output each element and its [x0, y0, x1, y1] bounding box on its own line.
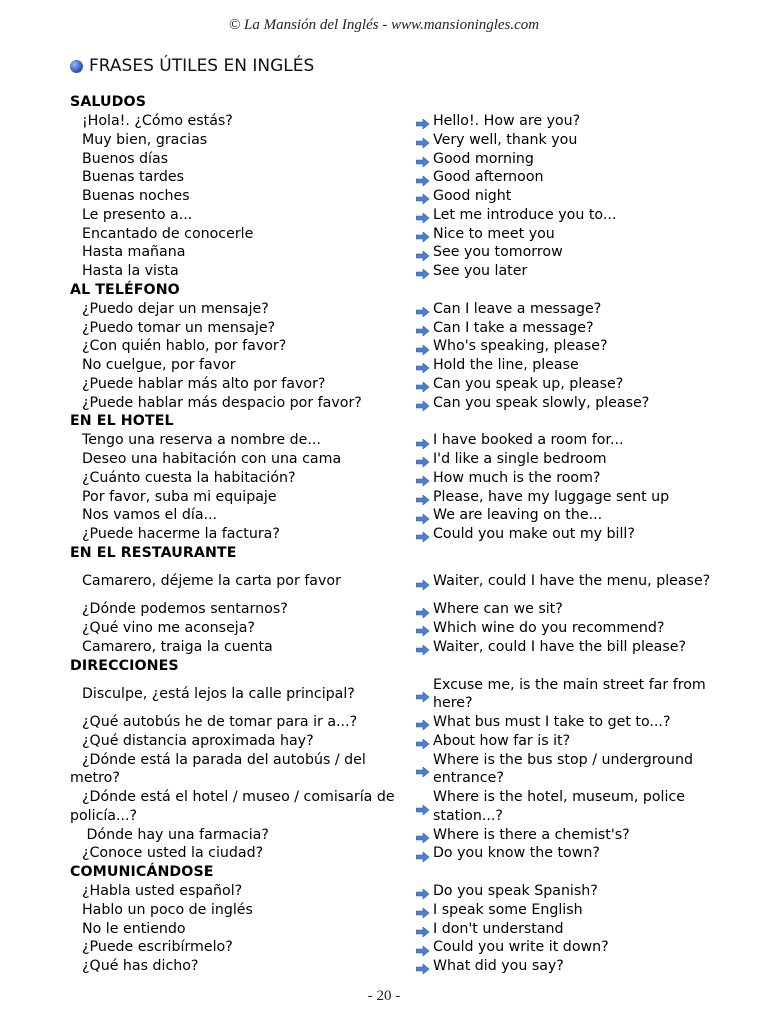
- english-translation: [416, 262, 730, 281]
- english-translation: [416, 225, 730, 244]
- phrase-row: [70, 844, 730, 863]
- document-title: [70, 56, 314, 76]
- phrase-row: [70, 187, 730, 206]
- english-phrase-text: Where is the hotel, museum, police station...?: [433, 789, 685, 824]
- right-arrow-icon: [416, 886, 430, 896]
- english-phrase-text: Can I take a message?: [433, 319, 594, 336]
- phrase-row: [70, 356, 730, 375]
- english-phrase-text: How much is the room?: [433, 469, 601, 486]
- english-translation: [416, 957, 730, 976]
- right-arrow-icon: [416, 210, 430, 220]
- spanish-phrase: ¿Cuánto cuesta la habitación?: [82, 469, 296, 486]
- phrase-row: [70, 225, 730, 244]
- english-phrase-text: Very well, thank you: [433, 131, 578, 148]
- right-arrow-icon: [416, 135, 430, 145]
- english-translation: [416, 788, 730, 826]
- english-translation: [416, 525, 730, 544]
- spanish-phrase: Dónde hay una farmacia?: [82, 826, 269, 843]
- phrase-row: [70, 394, 730, 413]
- english-translation: [416, 506, 730, 525]
- phrase-row: [70, 563, 730, 601]
- right-arrow-icon: [416, 379, 430, 389]
- phrase-row: [70, 319, 730, 338]
- spanish-phrase: ¿Puede hacerme la factura?: [82, 526, 280, 542]
- right-arrow-icon: [416, 689, 430, 699]
- english-phrase-text: Hello!. How are you?: [433, 113, 581, 129]
- spanish-phrase: ¿Dónde está el hotel / museo / comisaría de policía...?: [70, 789, 400, 824]
- right-arrow-icon: [416, 266, 430, 276]
- english-translation: [416, 844, 730, 863]
- right-arrow-icon: [416, 623, 430, 633]
- english-phrase-text: Where is there a chemist's?: [433, 826, 630, 843]
- phrase-list: [70, 93, 730, 976]
- phrase-row: [70, 262, 730, 281]
- english-phrase-text: Waiter, could I have the bill please?: [433, 638, 686, 655]
- right-arrow-icon: [416, 248, 430, 258]
- english-translation: [416, 112, 730, 131]
- spanish-phrase: ¿Dónde está la parada del autobús / del metro?: [70, 751, 371, 787]
- english-translation: [416, 488, 730, 507]
- english-phrase-text: Can you speak slowly, please?: [433, 394, 650, 411]
- english-translation: [416, 375, 730, 394]
- phrase-row: [70, 168, 730, 187]
- right-arrow-icon: [416, 304, 430, 314]
- phrase-row: [70, 788, 730, 826]
- phrase-row: [70, 920, 730, 939]
- spanish-phrase: ¡Hola!. ¿Cómo estás?: [82, 113, 233, 129]
- english-translation: [416, 394, 730, 413]
- english-phrase-text: Excuse me, is the main street far from here?: [433, 676, 706, 712]
- english-phrase-text: I'd like a single bedroom: [433, 451, 607, 467]
- english-translation: [416, 469, 730, 488]
- english-phrase-text: Waiter, could I have the menu, please?: [433, 573, 711, 590]
- right-arrow-icon: [416, 323, 430, 333]
- spanish-phrase: ¿Puede escribírmelo?: [82, 939, 233, 956]
- section-heading: SALUDOS: [70, 94, 147, 110]
- english-translation: [416, 826, 730, 845]
- phrase-row: [70, 638, 730, 657]
- spanish-phrase: Le presento a...: [82, 206, 193, 223]
- english-phrase-text: Could you make out my bill?: [433, 526, 635, 542]
- right-arrow-icon: [416, 454, 430, 464]
- right-arrow-icon: [416, 342, 430, 352]
- spanish-phrase: No le entiendo: [82, 920, 186, 937]
- phrase-row: [70, 901, 730, 920]
- spanish-phrase: Tengo una reserva a nombre de...: [82, 432, 321, 449]
- right-arrow-icon: [416, 360, 430, 370]
- english-phrase-text: Can I leave a message?: [433, 300, 602, 317]
- phrase-row: [70, 957, 730, 976]
- right-arrow-icon: [416, 436, 430, 446]
- right-arrow-icon: [416, 398, 430, 408]
- right-arrow-icon: [416, 229, 430, 239]
- phrase-row: [70, 676, 730, 714]
- phrase-row: [70, 826, 730, 845]
- english-phrase-text: What bus must I take to get to...?: [433, 714, 671, 730]
- english-translation: [416, 150, 730, 169]
- english-translation: [416, 638, 730, 657]
- spanish-phrase: Camarero, traiga la cuenta: [82, 638, 273, 655]
- phrase-row: [70, 469, 730, 488]
- right-arrow-icon: [416, 717, 430, 727]
- right-arrow-icon: [416, 154, 430, 164]
- phrase-row: [70, 131, 730, 150]
- spanish-phrase: Muy bien, gracias: [82, 131, 208, 148]
- section-heading: DIRECCIONES: [70, 657, 179, 674]
- english-phrase-text: Could you write it down?: [433, 939, 609, 956]
- phrase-row: [70, 713, 730, 732]
- spanish-phrase: Hablo un poco de inglés: [82, 901, 253, 918]
- english-translation: [416, 882, 730, 901]
- english-translation: [416, 938, 730, 957]
- right-arrow-icon: [416, 173, 430, 183]
- english-translation: [416, 600, 730, 619]
- phrase-row: [70, 375, 730, 394]
- english-phrase-text: Can you speak up, please?: [433, 375, 624, 392]
- spanish-phrase: ¿Qué distancia aproximada hay?: [82, 732, 314, 749]
- english-phrase-text: I speak some English: [433, 901, 583, 918]
- page-number: - 20 -: [367, 988, 401, 1004]
- spanish-phrase: Nos vamos el día...: [82, 507, 218, 524]
- english-translation: [416, 751, 730, 789]
- spanish-phrase: ¿Con quién hablo, por favor?: [82, 338, 287, 355]
- phrase-row: [70, 732, 730, 751]
- english-phrase-text: Hold the line, please: [433, 357, 579, 373]
- spanish-phrase: Deseo una habitación con una cama: [82, 451, 342, 467]
- spanish-phrase: ¿Qué vino me aconseja?: [82, 620, 255, 636]
- section-heading: COMUNICÁNDOSE: [70, 864, 214, 880]
- english-phrase-text: Nice to meet you: [433, 225, 555, 242]
- english-translation: [416, 431, 730, 450]
- section-heading: EN EL RESTAURANTE: [70, 544, 237, 561]
- spanish-phrase: Encantado de conocerle: [82, 225, 254, 242]
- right-arrow-icon: [416, 116, 430, 126]
- phrase-row: [70, 150, 730, 169]
- english-translation: [416, 732, 730, 751]
- english-phrase-text: We are leaving on the...: [433, 507, 603, 524]
- english-phrase-text: See you tomorrow: [433, 244, 563, 261]
- english-phrase-text: Please, have my luggage sent up: [433, 488, 670, 505]
- spanish-phrase: ¿Conoce usted la ciudad?: [82, 845, 264, 862]
- spanish-phrase: ¿Puede hablar más alto por favor?: [82, 375, 326, 392]
- english-translation: [416, 713, 730, 732]
- spanish-phrase: Camarero, déjeme la carta por favor: [82, 573, 341, 590]
- phrase-row: [70, 938, 730, 957]
- phrase-row: [70, 206, 730, 225]
- phrase-row: [70, 506, 730, 525]
- right-arrow-icon: [416, 830, 430, 840]
- english-phrase-text: Do you speak Spanish?: [433, 883, 598, 899]
- english-phrase-text: Do you know the town?: [433, 845, 600, 862]
- spanish-phrase: No cuelgue, por favor: [82, 357, 236, 373]
- spanish-phrase: Buenas tardes: [82, 169, 185, 186]
- english-phrase-text: Good afternoon: [433, 169, 544, 186]
- phrase-row: [70, 882, 730, 901]
- right-arrow-icon: [416, 642, 430, 652]
- right-arrow-icon: [416, 924, 430, 934]
- english-phrase-text: Good morning: [433, 150, 534, 167]
- english-translation: [416, 676, 730, 714]
- english-phrase-text: Where can we sit?: [433, 601, 563, 618]
- right-arrow-icon: [416, 802, 430, 812]
- spanish-phrase: ¿Puedo tomar un mensaje?: [82, 319, 276, 336]
- english-translation: [416, 450, 730, 469]
- spanish-phrase: Disculpe, ¿está lejos la calle principal?: [82, 685, 355, 702]
- english-phrase-text: Let me introduce you to...: [433, 206, 617, 223]
- english-translation: [416, 920, 730, 939]
- phrase-row: [70, 488, 730, 507]
- right-arrow-icon: [416, 905, 430, 915]
- phrase-row: [70, 525, 730, 544]
- spanish-phrase: ¿Dónde podemos sentarnos?: [82, 601, 288, 618]
- spanish-phrase: ¿Puedo dejar un mensaje?: [82, 300, 269, 317]
- phrase-row: [70, 600, 730, 619]
- english-phrase-text: I don't understand: [433, 920, 564, 937]
- spanish-phrase: ¿Qué has dicho?: [82, 958, 199, 974]
- right-arrow-icon: [416, 529, 430, 539]
- spanish-phrase: Por favor, suba mi equipaje: [82, 488, 277, 505]
- english-translation: [416, 131, 730, 150]
- phrase-row: [70, 337, 730, 356]
- english-translation: [416, 356, 730, 375]
- english-phrase-text: Who's speaking, please?: [433, 338, 608, 355]
- spanish-phrase: ¿Puede hablar más despacio por favor?: [82, 394, 362, 411]
- english-phrase-text: What did you say?: [433, 958, 564, 974]
- section-heading: EN EL HOTEL: [70, 413, 174, 430]
- section-heading: AL TELÉFONO: [70, 281, 180, 298]
- spanish-phrase: Hasta la vista: [82, 263, 179, 279]
- right-arrow-icon: [416, 511, 430, 521]
- page-header: © La Mansión del Inglés - www.mansioningles.com: [228, 17, 540, 33]
- phrase-row: [70, 450, 730, 469]
- english-translation: [416, 300, 730, 319]
- english-phrase-text: Where is the bus stop / underground entrance?: [433, 751, 693, 787]
- english-phrase-text: Good night: [433, 188, 512, 204]
- phrase-row: [70, 112, 730, 131]
- right-arrow-icon: [416, 849, 430, 859]
- right-arrow-icon: [416, 943, 430, 953]
- right-arrow-icon: [416, 764, 430, 774]
- english-phrase-text: See you later: [433, 263, 528, 279]
- english-phrase-text: About how far is it?: [433, 732, 571, 749]
- phrase-row: [70, 619, 730, 638]
- document-title-text: FRASES ÚTILES EN INGLÉS: [89, 56, 315, 76]
- spanish-phrase: Buenas noches: [82, 188, 190, 204]
- right-arrow-icon: [416, 736, 430, 746]
- right-arrow-icon: [416, 961, 430, 971]
- right-arrow-icon: [416, 492, 430, 502]
- english-translation: [416, 572, 730, 591]
- spanish-phrase: ¿Qué autobús he de tomar para ir a...?: [82, 714, 358, 730]
- phrase-row: [70, 751, 730, 789]
- phrase-row: [70, 243, 730, 262]
- english-phrase-text: Which wine do you recommend?: [433, 620, 665, 636]
- spanish-phrase: Buenos días: [82, 150, 169, 167]
- right-arrow-icon: [416, 605, 430, 615]
- english-translation: [416, 243, 730, 262]
- english-translation: [416, 168, 730, 187]
- right-arrow-icon: [416, 191, 430, 201]
- blue-sphere-bullet-icon: [70, 60, 83, 73]
- english-translation: [416, 206, 730, 225]
- english-translation: [416, 319, 730, 338]
- phrase-row: [70, 431, 730, 450]
- spanish-phrase: ¿Habla usted español?: [82, 883, 243, 899]
- english-translation: [416, 901, 730, 920]
- right-arrow-icon: [416, 473, 430, 483]
- english-translation: [416, 619, 730, 638]
- english-translation: [416, 187, 730, 206]
- english-phrase-text: I have booked a room for...: [433, 432, 624, 449]
- spanish-phrase: Hasta mañana: [82, 244, 186, 261]
- english-translation: [416, 337, 730, 356]
- right-arrow-icon: [416, 577, 430, 587]
- phrase-row: [70, 300, 730, 319]
